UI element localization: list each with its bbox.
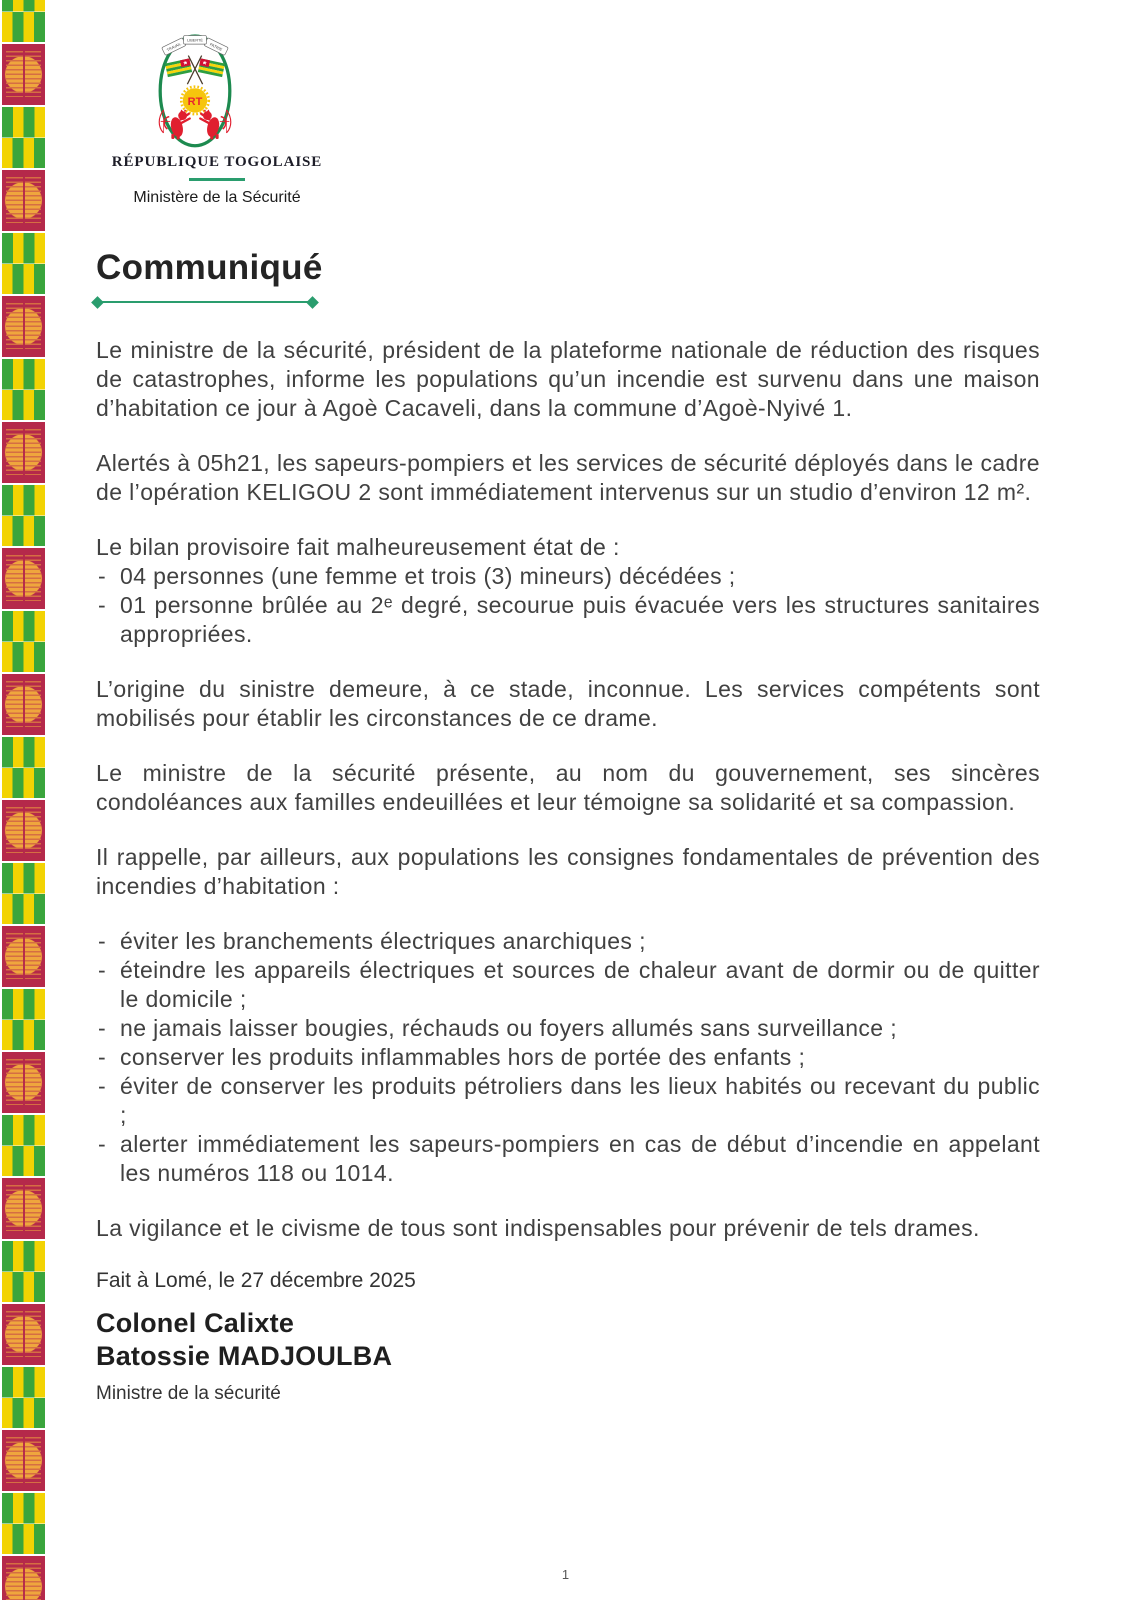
green-divider [189,178,245,181]
motto-word-2: LIBERTÉ [187,38,203,43]
kente-block-motif [2,1178,45,1239]
list-item: - conserver les produits inflammables hors de portée des enfants ; [96,1043,1040,1072]
signatory-role: Ministre de la sécurité [96,1383,281,1404]
togo-coat-of-arms-icon [143,26,247,150]
kente-block-stripes [2,1115,45,1176]
paragraph-reminder: Il rappelle, par ailleurs, aux populations les consignes fondamentales de prévention des incendies d’habitation : [96,844,1040,899]
document-content [96,26,1040,1405]
kente-block-stripes [2,1241,45,1302]
kente-block-motif [2,800,45,861]
signature-block [96,1269,1040,1405]
kente-block-motif [2,1304,45,1365]
kente-block-motif [2,926,45,987]
motto-word-1: TRAVAIL [166,42,182,53]
kente-block-motif [2,422,45,483]
page-number: 1 [561,1567,570,1582]
list-item: - éteindre les appareils électriques et sources de chaleur avant de dormir ou de quitter le domicile ; [96,956,1040,1014]
kente-block-motif [2,170,45,231]
kente-border [2,0,45,1600]
ministry-name: Ministère de la Sécurité [133,189,301,206]
kente-block-stripes [2,1367,45,1428]
paragraph-vigilance: La vigilance et le civisme de tous sont indispensables pour prévenir de tels drames. [96,1215,980,1241]
toll-heading: Le bilan provisoire fait malheureusement état de : [96,534,620,560]
kente-block-stripes [2,107,45,168]
kente-block-stripes [2,485,45,546]
paragraph-origin: L’origine du sinistre demeure, à ce stade, inconnue. Les services compétents sont mobilisés pour établir les circonstances de ce drame. [96,676,1040,731]
signatory-surname: Batossie MADJOULBA [96,1341,393,1371]
list-item: - éviter les branchements électriques anarchiques ; [96,927,1040,956]
place-date: Fait à Lomé, le 27 décembre 2025 [96,1269,416,1292]
kente-block-stripes [2,737,45,798]
paragraph-condolences: Le ministre de la sécurité présente, au nom du gouvernement, ses sincères condoléances aux familles endeuillées et leur témoigne sa solidarité et sa compassion. [96,760,1040,815]
kente-block-motif [2,296,45,357]
document-body [96,336,1040,1243]
list-item: - éviter de conserver les produits pétroliers dans les lieux habités ou recevant du public ; [96,1072,1040,1130]
title-underline [96,301,314,303]
kente-block-motif [2,1052,45,1113]
kente-pattern [2,0,45,1600]
rt-monogram: RT [187,96,203,109]
toll-item: - 04 personnes (une femme et trois (3) mineurs) décédées ; [96,562,1040,591]
kente-block-stripes [2,989,45,1050]
casualty-toll-block [96,533,1040,649]
kente-block-stripes [2,0,45,42]
motto-word-3: PATRIE [209,42,223,52]
kente-block-stripes [2,1493,45,1554]
list-item: - alerter immédiatement les sapeurs-pompiers en cas de début d’incendie en appelant les numéros 118 ou 1014. [96,1130,1040,1188]
kente-block-stripes [2,359,45,420]
signatory-rank-name: Colonel Calixte [96,1308,295,1338]
kente-block-stripes [2,611,45,672]
letterhead [102,26,332,207]
kente-block-stripes [2,233,45,294]
kente-block-motif [2,548,45,609]
toll-item: - 01 personne brûlée au 2ᵉ degré, secourue puis évacuée vers les structures sanitaires appropriées. [96,591,1040,649]
safety-instructions-list [96,927,1040,1188]
paragraph-alert: Alertés à 05h21, les sapeurs-pompiers et les services de sécurité déployés dans le cadre de l’opération KELIGOU 2 sont immédiatement intervenus sur un studio d’environ 12 m². [96,450,1040,505]
kente-block-motif [2,44,45,105]
republic-title: RÉPUBLIQUE TOGOLAISE [111,154,323,170]
list-item: - ne jamais laisser bougies, réchauds ou foyers allumés sans surveillance ; [96,1014,1040,1043]
paragraph-intro: Le ministre de la sécurité, président de la plateforme nationale de réduction des risques de catastrophes, informe les populations qu’un incendie est survenu dans une maison d’habitation ce jour à Agoè Cacaveli, dans la commune d’Agoè-Nyivé 1. [96,337,1040,421]
kente-block-motif [2,674,45,735]
kente-block-stripes [2,863,45,924]
kente-block-motif [2,1430,45,1491]
page-title: Communiqué [96,248,323,287]
